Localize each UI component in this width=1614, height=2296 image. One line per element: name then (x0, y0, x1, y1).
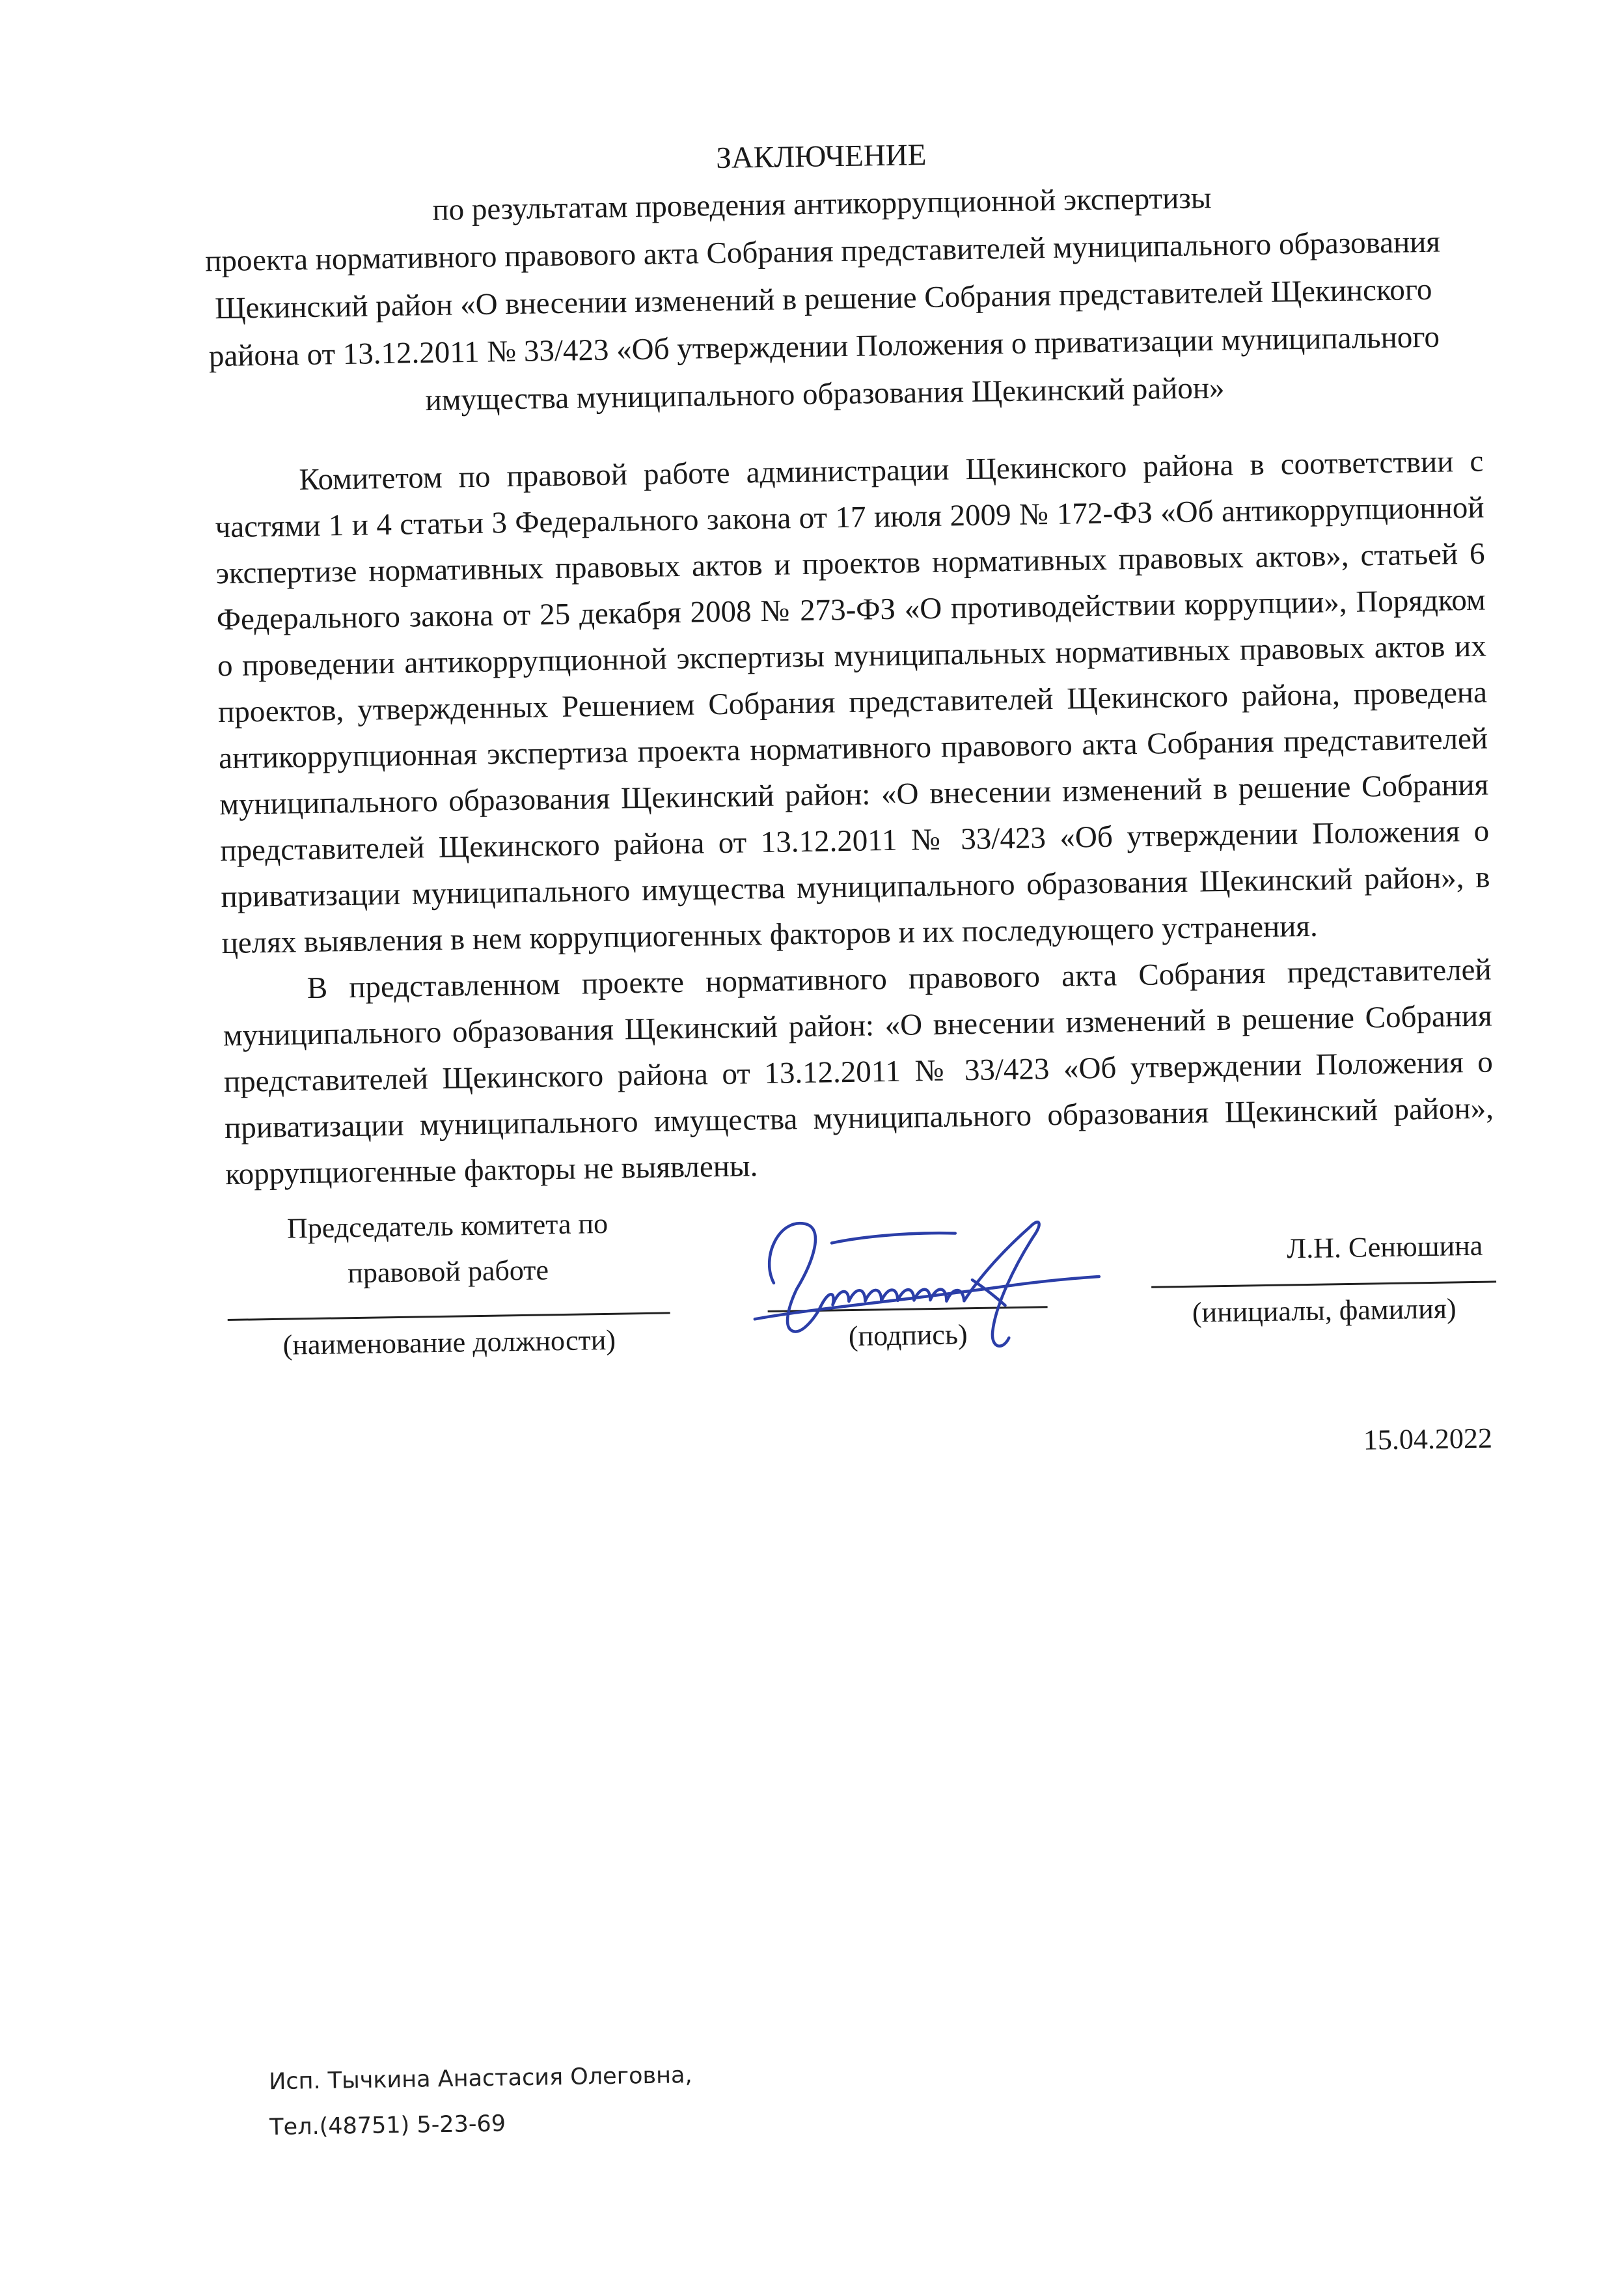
name-underline (1151, 1280, 1496, 1288)
signature-row (226, 1187, 1498, 1389)
document-date: 15.04.2022 (1363, 1422, 1493, 1456)
title-block (176, 123, 1470, 428)
name-caption: (инициалы, фамилия) (1192, 1292, 1457, 1329)
position-underline (228, 1312, 670, 1321)
position-line-2: правовой работе (347, 1254, 549, 1290)
signer-name: Л.Н. Сенюшина (1286, 1229, 1483, 1265)
document-body (214, 439, 1495, 1198)
position-caption: (наименование должности) (282, 1323, 616, 1361)
body-paragraph: В представленном проекте нормативного правового акта Собрания представителей муниципального образования Щекинский район: «О внесении изменений в решение Собрания представителей Щекинского района от 13.12.2011 № 33/423 «Об утверждении Положения о приватизации муниципального имущества муниципального образования Щекинский район», коррупциогенные факторы не выявлены. (223, 952, 1494, 1192)
executor-phone: Тел.(48751) 5-23-69 (269, 2110, 506, 2141)
document-subtitle: по результатам проведения антикоррупционной экспертизы (432, 181, 1212, 227)
document-subject: проекта нормативного правового акта Собрания представителей муниципального образования Щекинский район «О внесении изменений в решение Собрания представителей Щекинского района от 13.12.2011 № 33/423 «Об утверждении Положения о приватизации муниципального имущества муниципального образования Щекинский район» (204, 225, 1441, 418)
position-title (226, 1200, 670, 1298)
document-title: ЗАКЛЮЧЕНИЕ (715, 137, 927, 176)
handwritten-signature (733, 1173, 1127, 1381)
signature-caption: (подпись) (848, 1318, 968, 1353)
body-paragraph: Комитетом по правовой работе администрации Щекинского района в соответствии с частями 1 и 4 статьи 3 Федерального закона от 17 июля 2009 № 172-ФЗ «Об антикоррупционной экспертизе нормативных правовых актов и проектов нормативных правовых актов», статьей 6 Федерального закона от 25 декабря 2008 № 273-ФЗ «О противодействии коррупции», Порядком о проведении антикоррупционной экспертизы муниципальных нормативных правовых актов их проектов, утвержденных Решением Собрания представителей Щекинского района, проведена антикоррупционная экспертиза проекта нормативного правового акта Собрания представителей муниципального образования Щекинский район: «О внесении изменений в решение Собрания представителей Щекинского района от 13.12.2011 № 33/423 «Об утверждении Положения о приватизации муниципального имущества муниципального образования Щекинский район», в целях выявления в нем коррупциогенных факторов и их последующего устранения. (215, 444, 1490, 961)
executor-footer (269, 2053, 694, 2150)
position-line-1: Председатель комитета по (286, 1207, 609, 1245)
executor-name: Исп. Тычкина Анастасия Олеговна, (268, 2062, 692, 2095)
